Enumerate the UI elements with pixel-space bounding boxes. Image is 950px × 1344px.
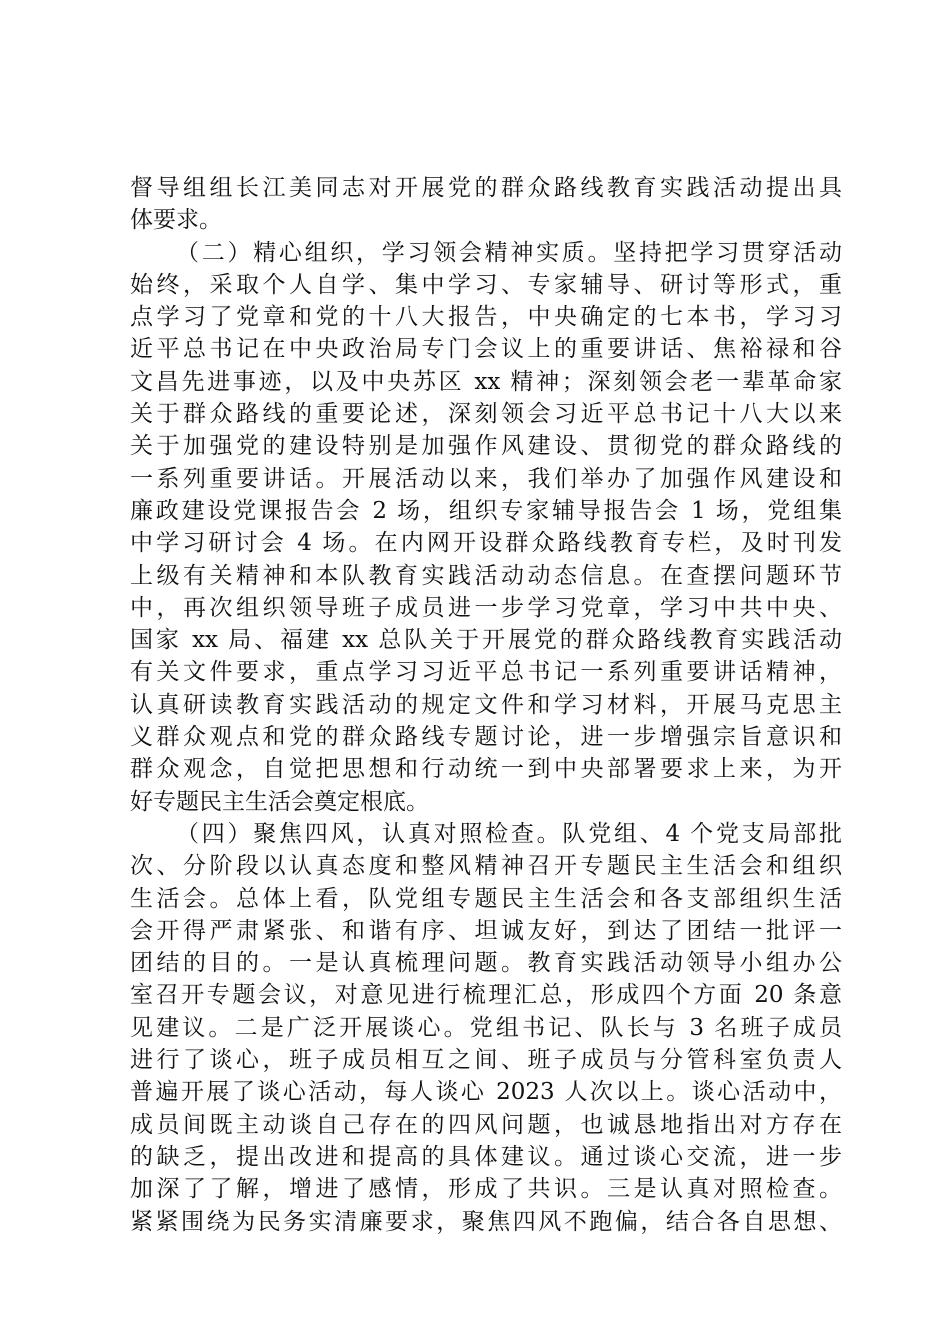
text-line: 紧紧围绕为民务实清廉要求，聚焦四风不跑偏，结合各自思想、: [130, 1208, 842, 1235]
text-line: 普遍开展了谈心活动，每人谈心 2023 人次以上。谈心活动中，: [130, 1079, 842, 1106]
text-line: 见建议。二是广泛开展谈心。党组书记、队长与 3 名班子成员: [130, 1014, 842, 1041]
text-line: 生活会。总体上看，队党组专题民主生活会和各支部组织生活: [130, 885, 842, 912]
text-line: 义群众观点和党的群众路线专题讨论，进一步增强宗旨意识和: [130, 724, 842, 751]
text-line: 进行了谈心，班子成员相互之间、班子成员与分管科室负责人: [130, 1047, 842, 1074]
text-line: 督导组组长江美同志对开展党的群众路线教育实践活动提出具: [130, 175, 842, 201]
text-line: 次、分阶段以认真态度和整风精神召开专题民主生活会和组织: [130, 853, 842, 880]
text-line: 国家 xx 局、福建 xx 总队关于开展党的群众路线教育实践活动: [130, 627, 842, 654]
text-line: 好专题民主生活会奠定根底。: [130, 788, 429, 815]
text-line: 近平总书记在中央政治局专门会议上的重要讲话、焦裕禄和谷: [130, 336, 842, 363]
body-text: [130, 172, 842, 1238]
text-line: 加深了了解，增进了感情，形成了共识。三是认真对照检查。: [130, 1176, 842, 1203]
text-line: 群众观念，自觉把思想和行动统一到中央部署要求上来，为开: [130, 756, 842, 783]
paragraph-first-line: （四）聚焦四风，认真对照检查。队党组、4 个党支局部批: [176, 820, 842, 847]
text-line: 有关文件要求，重点学习习近平总书记一系列重要讲话精神，: [130, 659, 842, 686]
text-line: 团结的目的。一是认真梳理问题。教育实践活动领导小组办公: [130, 950, 842, 977]
text-line: 始终，采取个人自学、集中学习、专家辅导、研讨等形式，重: [130, 271, 842, 298]
text-line: 点学习了党章和党的十八大报告，中央确定的七本书，学习习: [130, 304, 842, 331]
text-line: 关于群众路线的重要论述，深刻领会习近平总书记十八大以来: [130, 401, 842, 428]
text-line: 关于加强党的建设特别是加强作风建设、贯彻党的群众路线的: [130, 433, 842, 460]
text-line: 一系列重要讲话。开展活动以来，我们举办了加强作风建设和: [130, 465, 842, 492]
text-line: 的缺乏，提出改进和提高的具体建议。通过谈心交流，进一步: [130, 1143, 842, 1170]
text-line: 上级有关精神和本队教育实践活动动态信息。在查摆问题环节: [130, 562, 842, 589]
text-line: 中，再次组织领导班子成员进一步学习党章，学习中共中央、: [130, 594, 842, 621]
text-line: 中学习研讨会 4 场。在内网开设群众路线教育专栏，及时刊发: [130, 530, 842, 557]
text-line: 廉政建设党课报告会 2 场，组织专家辅导报告会 1 场，党组集: [130, 497, 842, 524]
text-line: 成员间既主动谈自己存在的四风问题，也诚恳地指出对方存在: [130, 1111, 842, 1138]
text-line: 室召开专题会议，对意见进行梳理汇总，形成四个方面 20 条意: [130, 982, 842, 1009]
text-line: 体要求。: [130, 207, 222, 234]
text-line: 认真研读教育实践活动的规定文件和学习材料，开展马克思主: [130, 691, 842, 718]
text-line: 会开得严肃紧张、和谐有序、坦诚友好，到达了团结一批评一: [130, 917, 842, 944]
paragraph-first-line: （二）精心组织，学习领会精神实质。坚持把学习贯穿活动: [176, 239, 842, 266]
text-line: 文昌先进事迹，以及中央苏区 xx 精神；深刻领会老一辈革命家: [130, 368, 842, 395]
